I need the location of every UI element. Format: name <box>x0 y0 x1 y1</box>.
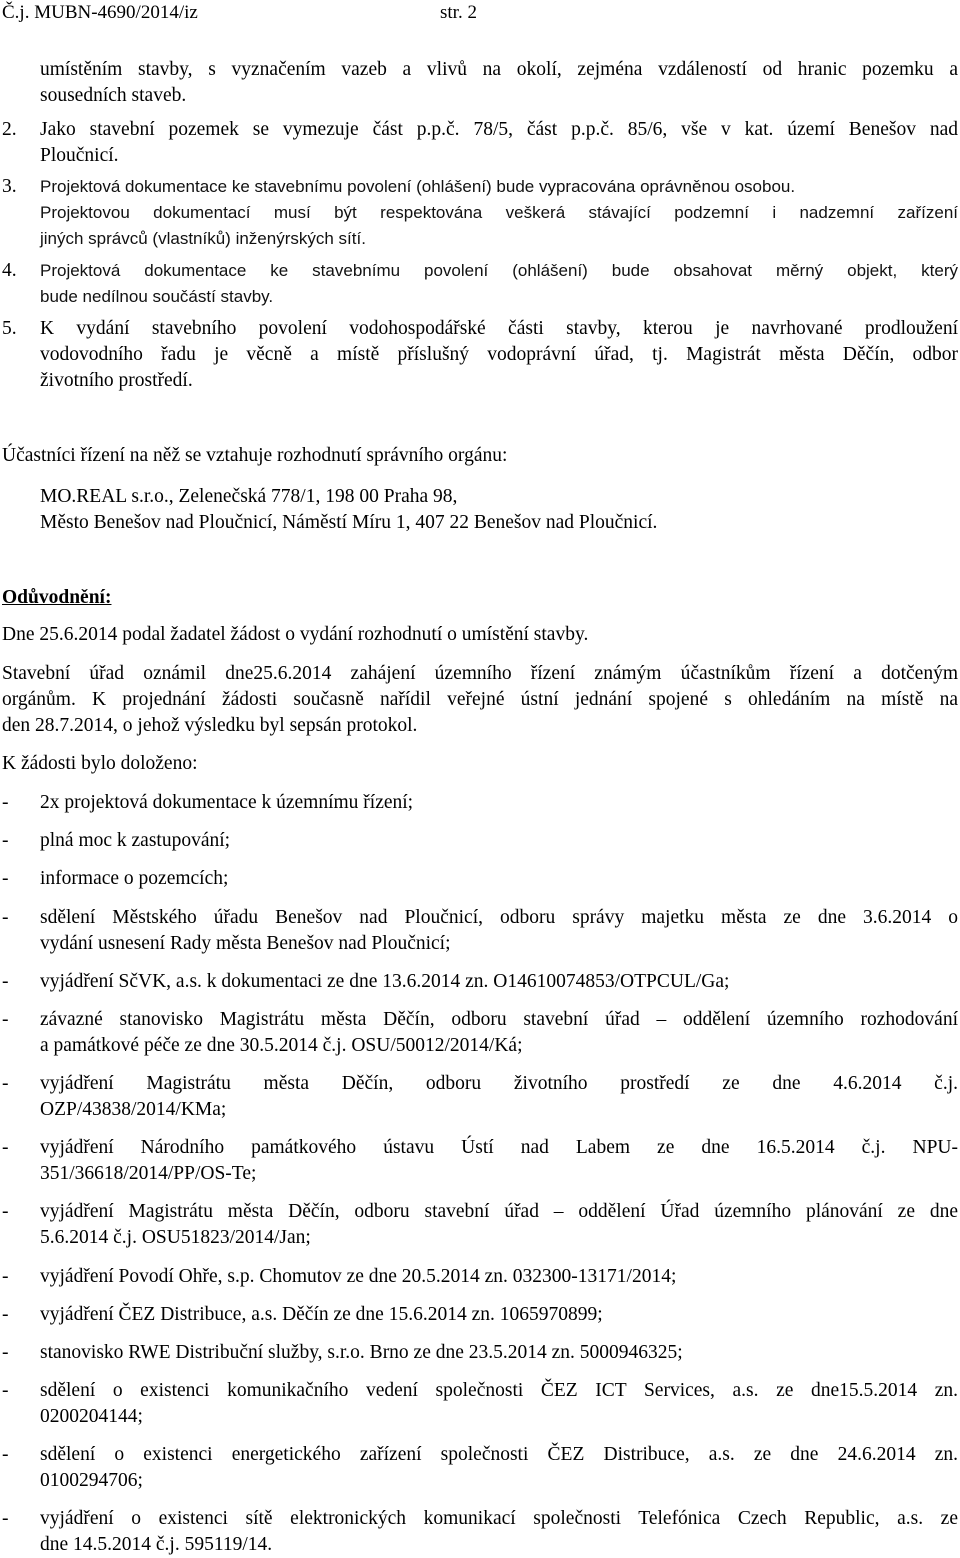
attachment-item: vydání usnesení Rady města Benešov nad Ploučnicí; <box>40 933 451 954</box>
attachment-item: sdělení Městského úřadu Benešov nad Ploučnicí, odboru správy majetku města ze dne 3.6.2014 o <box>40 907 958 928</box>
attachment-item: plná moc k zastupování; <box>40 830 231 851</box>
attachment-item: 351/36618/2014/PP/OS-Te; <box>40 1163 257 1184</box>
condition-number: 2. <box>2 119 17 140</box>
participant-item: MO.REAL s.r.o., Zelenečská 778/1, 198 00 Praha 98, <box>40 486 458 507</box>
attachment-item: 5.6.2014 č.j. OSU51823/2014/Jan; <box>40 1227 311 1248</box>
list-dash: - <box>2 868 9 889</box>
condition-number: 4. <box>2 260 17 281</box>
attachment-item: vyjádření o existenci sítě elektronických komunikací společnosti Telefónica Czech Republic, a.s. ze <box>40 1508 958 1529</box>
list-dash: - <box>2 1444 9 1465</box>
attachment-item: sdělení o existenci energetického zařízení společnosti ČEZ Distribuce, a.s. ze dne 24.6.2014 zn. <box>40 1444 958 1465</box>
attachment-item: stanovisko RWE Distribuční služby, s.r.o. Brno ze dne 23.5.2014 zn. 5000946325; <box>40 1342 683 1363</box>
list-dash: - <box>2 1304 9 1325</box>
list-dash: - <box>2 1201 9 1222</box>
condition-text: Projektovou dokumentací musí být respektována veškerá stávající podzemní i nadzemní zařízení <box>40 203 958 222</box>
page-header <box>2 0 477 26</box>
reasoning-heading: Odůvodnění: <box>2 587 112 608</box>
attachment-item: vyjádření SčVK, a.s. k dokumentaci ze dne 13.6.2014 zn. O14610074853/OTPCUL/Ga; <box>40 971 730 992</box>
intro-line: sousedních staveb. <box>40 85 187 106</box>
attachment-item: vyjádření Národního památkového ústavu Ústí nad Labem ze dne 16.5.2014 č.j. NPU- <box>40 1137 958 1158</box>
list-dash: - <box>2 792 9 813</box>
intro-line: umístěním stavby, s vyznačením vazeb a vlivů na okolí, zejména vzdáleností od hranic pozemku a <box>40 59 958 80</box>
document-reference: Č.j. MUBN-4690/2014/iz <box>2 2 198 23</box>
list-dash: - <box>2 907 9 928</box>
attachment-item: sdělení o existenci komunikačního vedení společnosti ČEZ ICT Services, a.s. ze dne15.5.2014 zn. <box>40 1380 958 1401</box>
attachments-heading: K žádosti bylo doloženo: <box>2 753 198 774</box>
attachment-item: informace o pozemcích; <box>40 868 229 889</box>
attachment-item: závazné stanovisko Magistrátu města Děčín, odboru stavební úřad – oddělení územního rozhodování <box>40 1009 958 1030</box>
condition-text: Ploučnicí. <box>40 145 119 166</box>
reasoning-paragraph: den 28.7.2014, o jehož výsledku byl sepsán protokol. <box>2 715 418 736</box>
condition-number: 3. <box>2 176 17 197</box>
attachment-item: vyjádření Povodí Ohře, s.p. Chomutov ze dne 20.5.2014 zn. 032300-13171/2014; <box>40 1266 677 1287</box>
list-dash: - <box>2 1342 9 1363</box>
condition-text: K vydání stavebního povolení vodohospodářské části stavby, kterou je navrhované prodloužení <box>40 318 958 339</box>
list-dash: - <box>2 1508 9 1529</box>
attachment-item: 0100294706; <box>40 1470 143 1491</box>
condition-number: 5. <box>2 318 17 339</box>
condition-text: vodovodního řadu je věcně a místě příslušný vodoprávní úřad, tj. Magistrát města Děčín, odbor <box>40 344 958 365</box>
attachment-item: 0200204144; <box>40 1406 143 1427</box>
participants-heading: Účastníci řízení na něž se vztahuje rozhodnutí správního orgánu: <box>2 445 508 466</box>
attachment-item: vyjádření Magistrátu města Děčín, odboru životního prostředí ze dne 4.6.2014 č.j. <box>40 1073 958 1094</box>
reasoning-paragraph: Stavební úřad oznámil dne25.6.2014 zahájení územního řízení známým účastníkům řízení a dotčeným <box>2 663 958 684</box>
reasoning-paragraph: orgánům. K projednání žádosti současně nařídil veřejné ústní jednání spojené s ohledáním na místě na <box>2 689 958 710</box>
list-dash: - <box>2 1380 9 1401</box>
condition-text: jiných správců (vlastníků) inženýrských sítí. <box>40 229 366 248</box>
attachment-item: dne 14.5.2014 č.j. 595119/14. <box>40 1534 273 1555</box>
list-dash: - <box>2 971 9 992</box>
attachment-item: a památkové péče ze dne 30.5.2014 č.j. OSU/50012/2014/Ká; <box>40 1035 523 1056</box>
list-dash: - <box>2 1266 9 1287</box>
condition-text: životního prostředí. <box>40 370 193 391</box>
list-dash: - <box>2 1137 9 1158</box>
attachment-item: vyjádření Magistrátu města Děčín, odboru stavební úřad – oddělení Úřad územního plánování ze dne <box>40 1201 958 1222</box>
participant-item: Město Benešov nad Ploučnicí, Náměstí Míru 1, 407 22 Benešov nad Ploučnicí. <box>40 512 658 533</box>
condition-text: Projektová dokumentace ke stavebnímu povolení (ohlášení) bude obsahovat měrný objekt, který <box>40 261 958 280</box>
attachment-item: vyjádření ČEZ Distribuce, a.s. Děčín ze dne 15.6.2014 zn. 1065970899; <box>40 1304 603 1325</box>
attachment-item: OZP/43838/2014/KMa; <box>40 1099 227 1120</box>
reasoning-paragraph: Dne 25.6.2014 podal žadatel žádost o vydání rozhodnutí o umístění stavby. <box>2 624 589 645</box>
condition-text: bude nedílnou součástí stavby. <box>40 287 274 306</box>
page-number: str. 2 <box>440 2 477 23</box>
condition-text: Jako stavební pozemek se vymezuje část p.p.č. 78/5, část p.p.č. 85/6, vše v kat. území Benešov nad <box>40 119 958 140</box>
list-dash: - <box>2 830 9 851</box>
attachment-item: 2x projektová dokumentace k územnímu řízení; <box>40 792 414 813</box>
list-dash: - <box>2 1073 9 1094</box>
list-dash: - <box>2 1009 9 1030</box>
condition-text: Projektová dokumentace ke stavebnímu povolení (ohlášení) bude vypracována oprávněnou osobou. <box>40 177 796 196</box>
